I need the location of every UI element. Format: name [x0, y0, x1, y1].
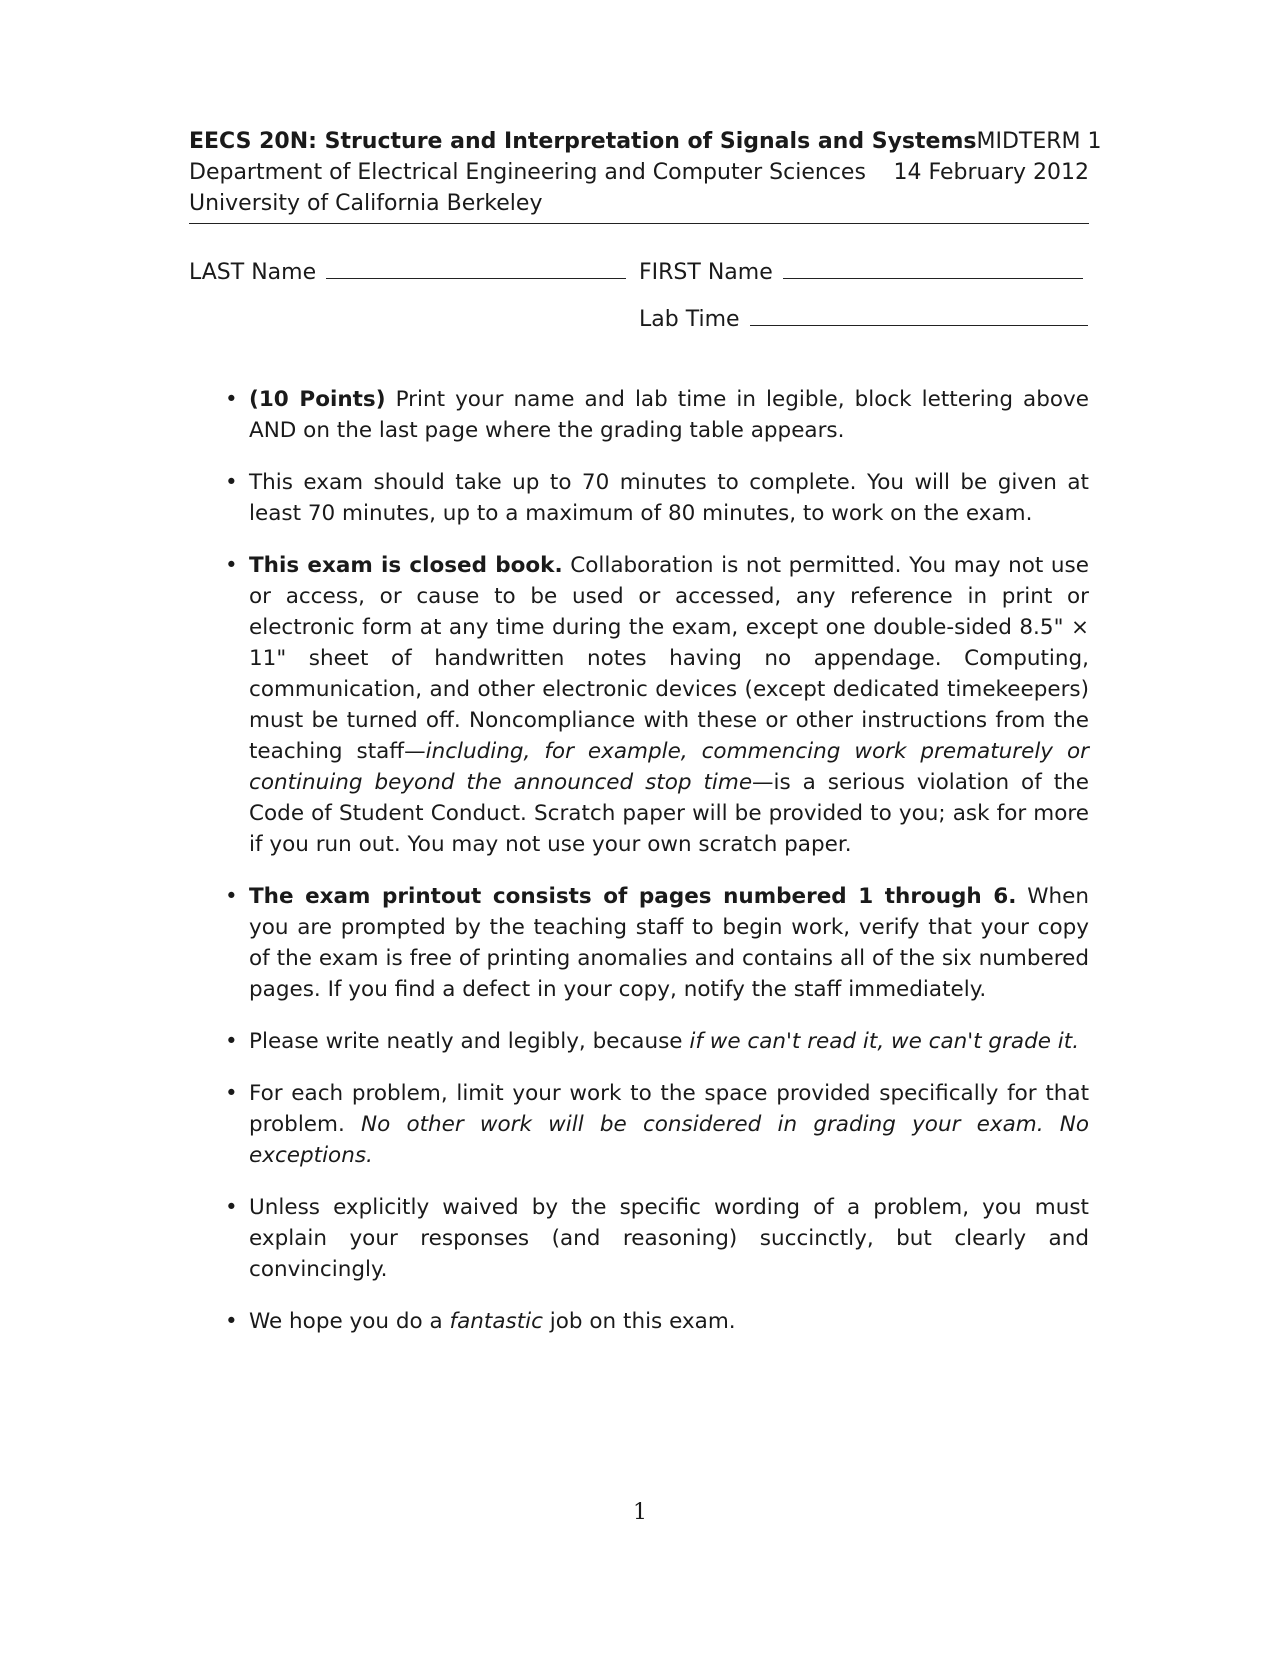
instruction-italic: including, for example, commencing work prematurely or continuing beyond the announced stop time: [249, 739, 1089, 795]
instruction-item: [225, 881, 1090, 1005]
last-name-line[interactable]: [326, 277, 626, 279]
instruction-text: Please write neatly and legibly, because: [249, 1029, 690, 1054]
instruction-text: This exam should take up to 70 minutes to complete. You will be given at least 70 minutes, up to a maximum of 80 minutes, to work on the exam.: [249, 470, 1089, 526]
bullet-icon: •: [225, 470, 238, 495]
lab-time-field[interactable]: [639, 307, 1088, 332]
instruction-text: Collaboration is not permitted. You may not use or access, or cause to be used or accessed, any reference in print or electronic form at any time during the exam, except one double-sided 8.5" × 11" sheet of handwritten notes having no appendage. Computing, communication, and other electronic devices (except dedicated timekeepers) must be turned off. Noncompliance with these or other instructions from the teaching staff—: [249, 553, 1089, 764]
bullet-icon: •: [225, 1081, 238, 1106]
instruction-item: [225, 467, 1089, 529]
instruction-item: [225, 550, 1089, 860]
instruction-italic: No other work will be considered in grading your exam. No exceptions.: [249, 1112, 1089, 1168]
instruction-text-cont: —is a serious violation of the Code of Student Conduct. Scratch paper will be provided to you; ask for more if you run out. You may not use your own scratch paper.: [249, 770, 1089, 857]
instruction-text: When you are prompted by the teaching staff to begin work, verify that your copy of the exam is free of printing anomalies and contains all of the six numbered pages. If you find a defect in your copy, notify the staff immediately.: [249, 884, 1090, 1002]
instruction-bold: This exam is closed book.: [249, 553, 563, 578]
header-row-3: [189, 188, 1089, 219]
first-name-field[interactable]: [639, 260, 1083, 285]
department: Department of Electrical Engineering and Computer Sciences: [189, 160, 866, 185]
instruction-text: Unless explicitly waived by the specific wording of a problem, you must explain your responses (and reasoning) succinctly, but clearly and convincingly.: [249, 1195, 1089, 1282]
instruction-text: Print your name and lab time in legible, block lettering above AND on the last page where the grading table appears.: [249, 387, 1089, 443]
exam-date: 14 February 2012: [893, 160, 1089, 185]
bullet-icon: •: [225, 1309, 238, 1334]
exam-page: [189, 126, 1102, 1358]
header-divider: [189, 223, 1089, 224]
instruction-bold: The exam printout consists of pages numbered 1 through 6.: [249, 884, 1017, 909]
instructions-list: [189, 384, 1089, 1337]
instruction-text-cont: job on this exam.: [542, 1309, 736, 1334]
header-row-2: [189, 157, 1089, 188]
last-name-field[interactable]: [189, 260, 626, 285]
instruction-italic: if we can't read it, we can't grade it.: [689, 1029, 1080, 1054]
bullet-icon: •: [225, 553, 238, 578]
name-fields: [189, 260, 1089, 350]
instruction-text: We hope you do a: [249, 1309, 450, 1334]
bullet-icon: •: [225, 387, 238, 412]
header-row-1: [189, 126, 1102, 157]
first-name-label: FIRST Name: [639, 260, 773, 285]
bullet-icon: •: [225, 1029, 238, 1054]
lab-time-line[interactable]: [750, 324, 1088, 326]
instruction-text: For each problem, limit your work to the space provided specifically for that problem.: [249, 1081, 1089, 1137]
instruction-item: [225, 1306, 1089, 1337]
instruction-item: [225, 1026, 1089, 1057]
instruction-italic: fantastic: [449, 1309, 543, 1334]
lab-time-label: Lab Time: [639, 307, 740, 332]
page-number: 1: [633, 1500, 647, 1525]
bullet-icon: •: [225, 884, 238, 909]
course-title: EECS 20N: Structure and Interpretation of Signals and Systems: [189, 129, 977, 154]
instruction-item: [225, 1192, 1089, 1285]
first-name-line[interactable]: [783, 277, 1083, 279]
instruction-item: [225, 1078, 1089, 1171]
exam-label: MIDTERM 1: [976, 129, 1102, 154]
bullet-icon: •: [225, 1195, 238, 1220]
university: University of California Berkeley: [189, 191, 543, 216]
last-name-label: LAST Name: [189, 260, 317, 285]
instruction-bold: (10 Points): [249, 387, 386, 412]
instruction-item: [225, 384, 1089, 446]
